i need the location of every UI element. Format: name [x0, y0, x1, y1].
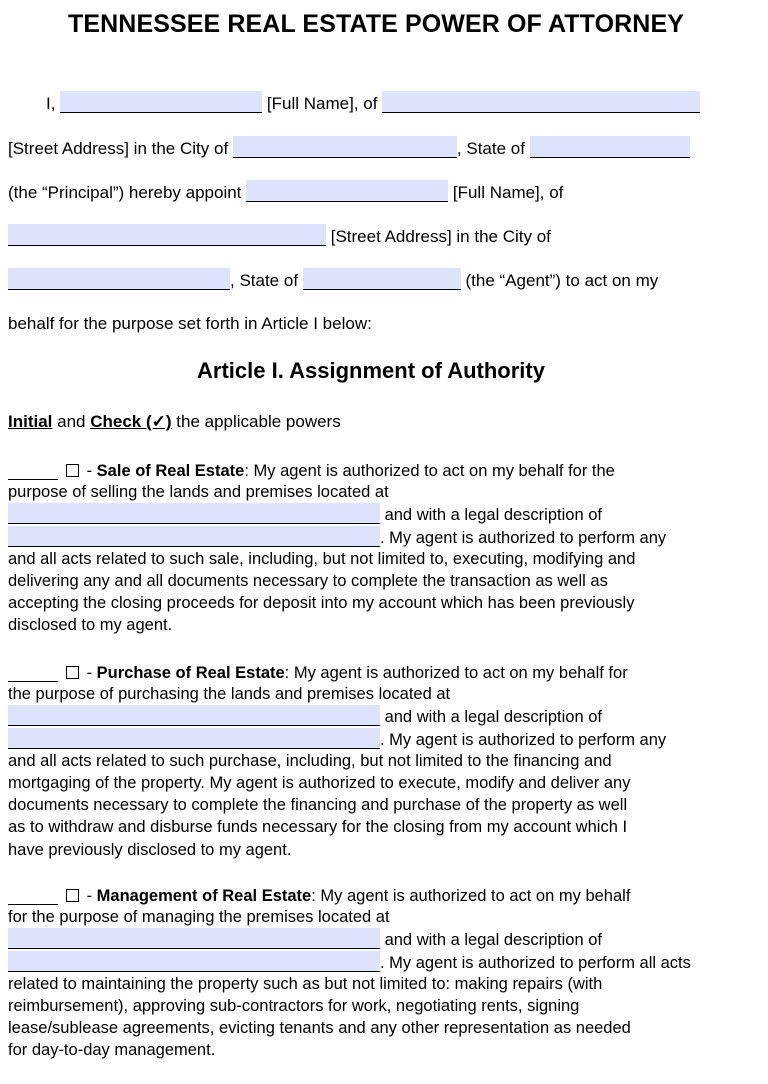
management-heading-row — [8, 884, 758, 906]
sale-heading: Sale of Real Estate — [96, 462, 245, 480]
purchase-body-line: as to withdraw and disburse funds necessary for the closing from my account which I — [8, 818, 628, 837]
sale-heading-row — [8, 459, 758, 481]
management-legal-desc-label: and with a legal description of — [380, 931, 602, 950]
purchase-checkbox[interactable] — [66, 666, 79, 679]
intro-line-1 — [46, 91, 700, 115]
management-body-line: related to maintaining the property such as but not limited to: making repairs (with — [8, 974, 603, 993]
purchase-legal-row — [8, 728, 758, 750]
purchase-location-row — [8, 705, 758, 727]
sale-body-line: accepting the closing proceeds for deposit into my account which has been previously — [8, 594, 635, 613]
agent-name-field[interactable] — [246, 180, 448, 202]
sale-body-line: disclosed to my agent. — [8, 616, 173, 635]
purchase-first-line: : My agent is authorized to act on my behalf for — [284, 664, 628, 682]
purchase-body-line: have previously disclosed to my agent. — [8, 840, 292, 859]
purchase-heading-row — [8, 661, 758, 683]
management-perform-label: . My agent is authorized to perform all acts — [380, 953, 691, 972]
management-dash: - — [82, 887, 97, 905]
management-body-line: for day-to-day management. — [8, 1041, 216, 1060]
state-label-2: , State of — [230, 271, 299, 290]
management-location-row — [8, 928, 758, 950]
sale-location-row — [8, 503, 758, 525]
principal-state-field[interactable] — [530, 136, 690, 158]
document-title: TENNESSEE REAL ESTATE POWER OF ATTORNEY — [68, 10, 684, 38]
check-label: Check (✓) — [90, 412, 172, 431]
sale-body-line: delivering any and all documents necessary to complete the transaction as well as — [8, 571, 608, 590]
management-body-line: reimbursement), approving sub-contractors for work, negotiating rents, signing — [8, 996, 580, 1015]
agent-city-field[interactable] — [8, 268, 230, 290]
instruction-line — [8, 411, 341, 433]
intro-line-2 — [8, 136, 690, 160]
section-management — [8, 884, 758, 1062]
and-label: and — [52, 412, 91, 431]
purchase-dash: - — [82, 664, 97, 682]
sale-initial-field[interactable] — [8, 459, 58, 480]
sale-second-line: purpose of selling the lands and premises located at — [8, 483, 389, 502]
purchase-body-line: documents necessary to complete the financing and purchase of the property as well — [8, 796, 628, 815]
section-sale — [8, 459, 758, 637]
management-legal-row — [8, 951, 758, 973]
full-name-label-2: [Full Name], of — [452, 183, 564, 202]
sale-perform-label: . My agent is authorized to perform any — [380, 528, 667, 547]
sale-dash: - — [82, 462, 97, 480]
agent-street-field[interactable] — [8, 224, 326, 246]
purchase-perform-label: . My agent is authorized to perform any — [380, 730, 667, 749]
purchase-body-line: and all acts related to such purchase, including, but not limited to the financing and — [8, 751, 612, 770]
sale-checkbox[interactable] — [66, 464, 79, 477]
sale-legal-desc-label: and with a legal description of — [380, 506, 602, 525]
intro-line-5 — [8, 268, 658, 292]
state-label-1: , State of — [456, 139, 525, 158]
principal-name-field[interactable] — [60, 91, 262, 113]
principal-street-field[interactable] — [382, 91, 700, 113]
agent-act-label: (the “Agent”) to act on my — [465, 271, 659, 290]
intro-i: I, — [46, 94, 56, 113]
sale-body-line: and all acts related to such sale, including, but not limited to, executing, modifying and — [8, 549, 636, 568]
sale-legal-field[interactable] — [8, 526, 380, 547]
principal-city-field[interactable] — [233, 136, 457, 158]
management-location-field[interactable] — [8, 928, 380, 949]
purchase-second-line: the purpose of purchasing the lands and premises located at — [8, 685, 451, 704]
purchase-body-line: mortgaging of the property. My agent is authorized to execute, modify and deliver any — [8, 773, 631, 792]
management-initial-field[interactable] — [8, 884, 58, 905]
sale-location-field[interactable] — [8, 503, 380, 524]
sale-legal-row — [8, 526, 758, 548]
management-first-line: : My agent is authorized to act on my behalf — [311, 887, 631, 905]
management-legal-field[interactable] — [8, 951, 380, 972]
purchase-heading: Purchase of Real Estate — [96, 664, 285, 682]
management-second-line: for the purpose of managing the premises located at — [8, 908, 390, 927]
article-heading: Article I. Assignment of Authority — [197, 358, 545, 383]
street-city-label-2: [Street Address] in the City of — [330, 227, 551, 246]
purchase-legal-field[interactable] — [8, 728, 380, 749]
management-checkbox[interactable] — [66, 889, 79, 902]
initial-label: Initial — [8, 412, 53, 431]
section-purchase — [8, 661, 758, 861]
full-name-label-1: [Full Name], of — [266, 94, 378, 113]
purchase-initial-field[interactable] — [8, 661, 58, 682]
sale-first-line: : My agent is authorized to act on my behalf for the — [244, 462, 615, 480]
intro-line-6: behalf for the purpose set forth in Article I below: — [8, 314, 372, 333]
intro-line-4 — [8, 224, 551, 248]
purchase-location-field[interactable] — [8, 705, 380, 726]
intro-line-3 — [8, 180, 563, 204]
street-city-label-1: [Street Address] in the City of — [8, 139, 229, 158]
principal-appoint-label: (the “Principal”) hereby appoint — [8, 183, 242, 202]
applicable-label: the applicable powers — [171, 412, 341, 431]
management-body-line: lease/sublease agreements, evicting tenants and any other representation as needed — [8, 1019, 631, 1038]
agent-state-field[interactable] — [303, 268, 461, 290]
purchase-legal-desc-label: and with a legal description of — [380, 708, 602, 727]
management-heading: Management of Real Estate — [96, 887, 312, 905]
